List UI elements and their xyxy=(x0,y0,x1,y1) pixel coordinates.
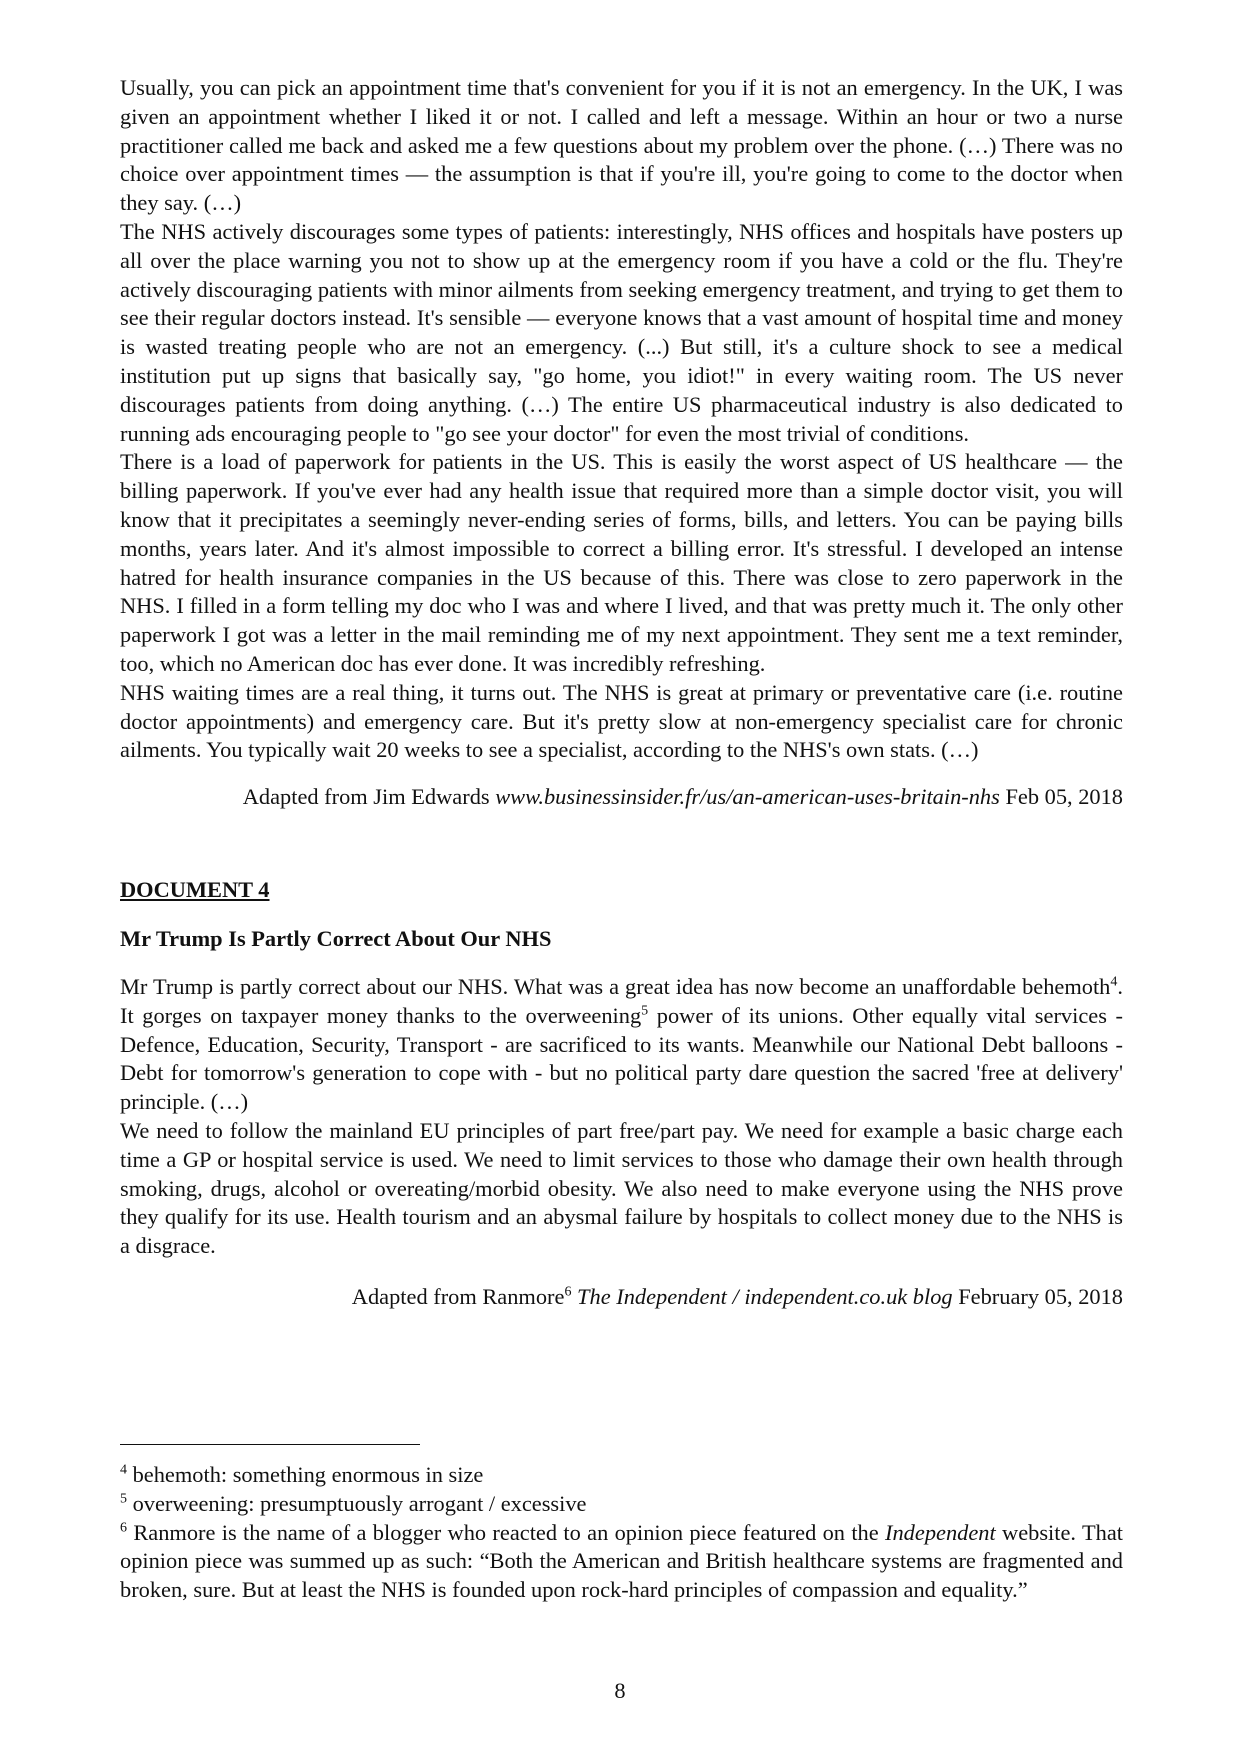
footnote-5 xyxy=(120,1490,1123,1519)
doc4-source-citation xyxy=(120,1283,1123,1312)
footnote-4-text: behemoth: something enormous in size xyxy=(127,1462,484,1487)
doc4-article-title: Mr Trump Is Partly Correct About Our NHS xyxy=(120,925,552,951)
doc4-paragraph-2: We need to follow the mainland EU principles of part free/part pay. We need for example a basic charge each time a GP or hospital service is used. We need to limit services to those who damage their own health through smoking, drugs, alcohol or overeating/morbid obesity. We also need to make everyone using the NHS prove they qualify for its use. Health tourism and an abysmal failure by hospitals to collect money due to the NHS is a disgrace. xyxy=(120,1117,1123,1259)
doc4-source-publication: The Independent / independent.co.uk blog xyxy=(571,1283,953,1309)
doc4-p1-part-b: . It gorges on taxpayer money thanks to the overweening xyxy=(120,973,1123,1028)
footnote-4 xyxy=(120,1461,1123,1490)
footnote-6 xyxy=(120,1519,1123,1605)
page-number: 8 xyxy=(614,1678,626,1703)
doc4-source-prefix: Adapted from Ranmore xyxy=(351,1283,565,1309)
footnote-number-5: 5 xyxy=(120,1491,127,1507)
footnote-number-6: 6 xyxy=(120,1520,127,1536)
footnote-ref-4: 4 xyxy=(1110,974,1118,990)
doc3-paragraph-4: NHS waiting times are a real thing, it turns out. The NHS is great at primary or preventative care (i.e. routine doctor appointments) and emergency care. But it's pretty slow at non-emergency specialist care for chronic ailments. You typically wait 20 weeks to see a specialist, according to the NHS's own stats. (…) xyxy=(120,679,1123,763)
main-content xyxy=(120,74,1123,1312)
footnote-5-text: overweening: presumptuously arrogant / excessive xyxy=(127,1490,587,1516)
footnotes xyxy=(120,1444,1123,1605)
footnote-6-italic: Independent xyxy=(885,1519,996,1545)
doc4-p1-part-c: power of its unions. Other equally vital services - Defence, Education, Security, Transport - are sacrificed to its wants. Meanwhile our National Debt balloons - Debt for tomorrow's generation to cope with - but no political party dare question the sacred 'free at delivery' principle. (…) xyxy=(120,1002,1123,1115)
doc3-source-prefix: Adapted from Jim Edwards xyxy=(242,784,496,810)
doc3-source-date: Feb 05, 2018 xyxy=(999,784,1123,810)
doc4-p1-part-a: Mr Trump is partly correct about our NHS. What was a great idea has now become an unaffordable behemoth xyxy=(120,973,1111,999)
doc4-paragraph-1 xyxy=(120,973,1123,1117)
footnote-ref-6: 6 xyxy=(564,1284,572,1300)
doc3-source-citation xyxy=(120,783,1123,812)
footnote-6-text-a: Ranmore is the name of a blogger who reacted to an opinion piece featured on the xyxy=(127,1519,886,1545)
doc3-source-url: www.businessinsider.fr/us/an-american-uses-britain-nhs xyxy=(495,784,1000,810)
footnote-number-4: 4 xyxy=(120,1462,127,1478)
document-4-label: DOCUMENT 4 xyxy=(120,876,270,902)
doc3-paragraph-2: The NHS actively discourages some types of patients: interestingly, NHS offices and hospitals have posters up all over the place warning you not to show up at the emergency room if you have a cold or the flu. They're actively discouraging patients with minor ailments from seeking emergency treatment, and trying to get them to see their regular doctors instead. It's sensible — everyone knows that a vast amount of hospital time and money is wasted treating people who are not an emergency. (...) But still, it's a culture shock to see a medical institution put up signs that basically say, "go home, you idiot!" in every waiting room. The US never discourages patients from doing anything. (…) The entire US pharmaceutical industry is also dedicated to running ads encouraging people to "go see your doctor" for even the most trivial of conditions. xyxy=(120,218,1123,446)
footnote-ref-5: 5 xyxy=(641,1003,649,1019)
doc3-paragraph-3: There is a load of paperwork for patients in the US. This is easily the worst aspect of US healthcare — the billing paperwork. If you've ever had any health issue that required more than a simple doctor visit, you will know that it precipitates a seemingly never-ending series of forms, bills, and letters. You can be paying bills months, years later. And it's almost impossible to correct a billing error. It's stressful. I developed an intense hatred for health insurance companies in the US because of this. There was close to zero paperwork in the NHS. I filled in a form telling my doc who I was and where I lived, and that was pretty much it. The only other paperwork I got was a letter in the mail reminding me of my next appointment. They sent me a text reminder, too, which no American doc has ever done. It was incredibly refreshing. xyxy=(120,449,1123,676)
footnote-divider xyxy=(120,1444,420,1445)
footnote-6-text-b: website. That opinion piece was summed up as such: “Both the American and British healthcare systems are fragmented and broken, sure. But at least the NHS is founded upon rock-hard principles of compassion and equality.” xyxy=(120,1519,1123,1603)
doc3-paragraph-1: Usually, you can pick an appointment time that's convenient for you if it is not an emergency. In the UK, I was given an appointment whether I liked it or not. I called and left a message. Within an hour or two a nurse practitioner called me back and asked me a few questions about my problem over the phone. (…) There was no choice over appointment times — the assumption is that if you're ill, you're going to come to the doctor when they say. (…) xyxy=(120,75,1123,216)
doc4-source-date: February 05, 2018 xyxy=(952,1283,1123,1309)
